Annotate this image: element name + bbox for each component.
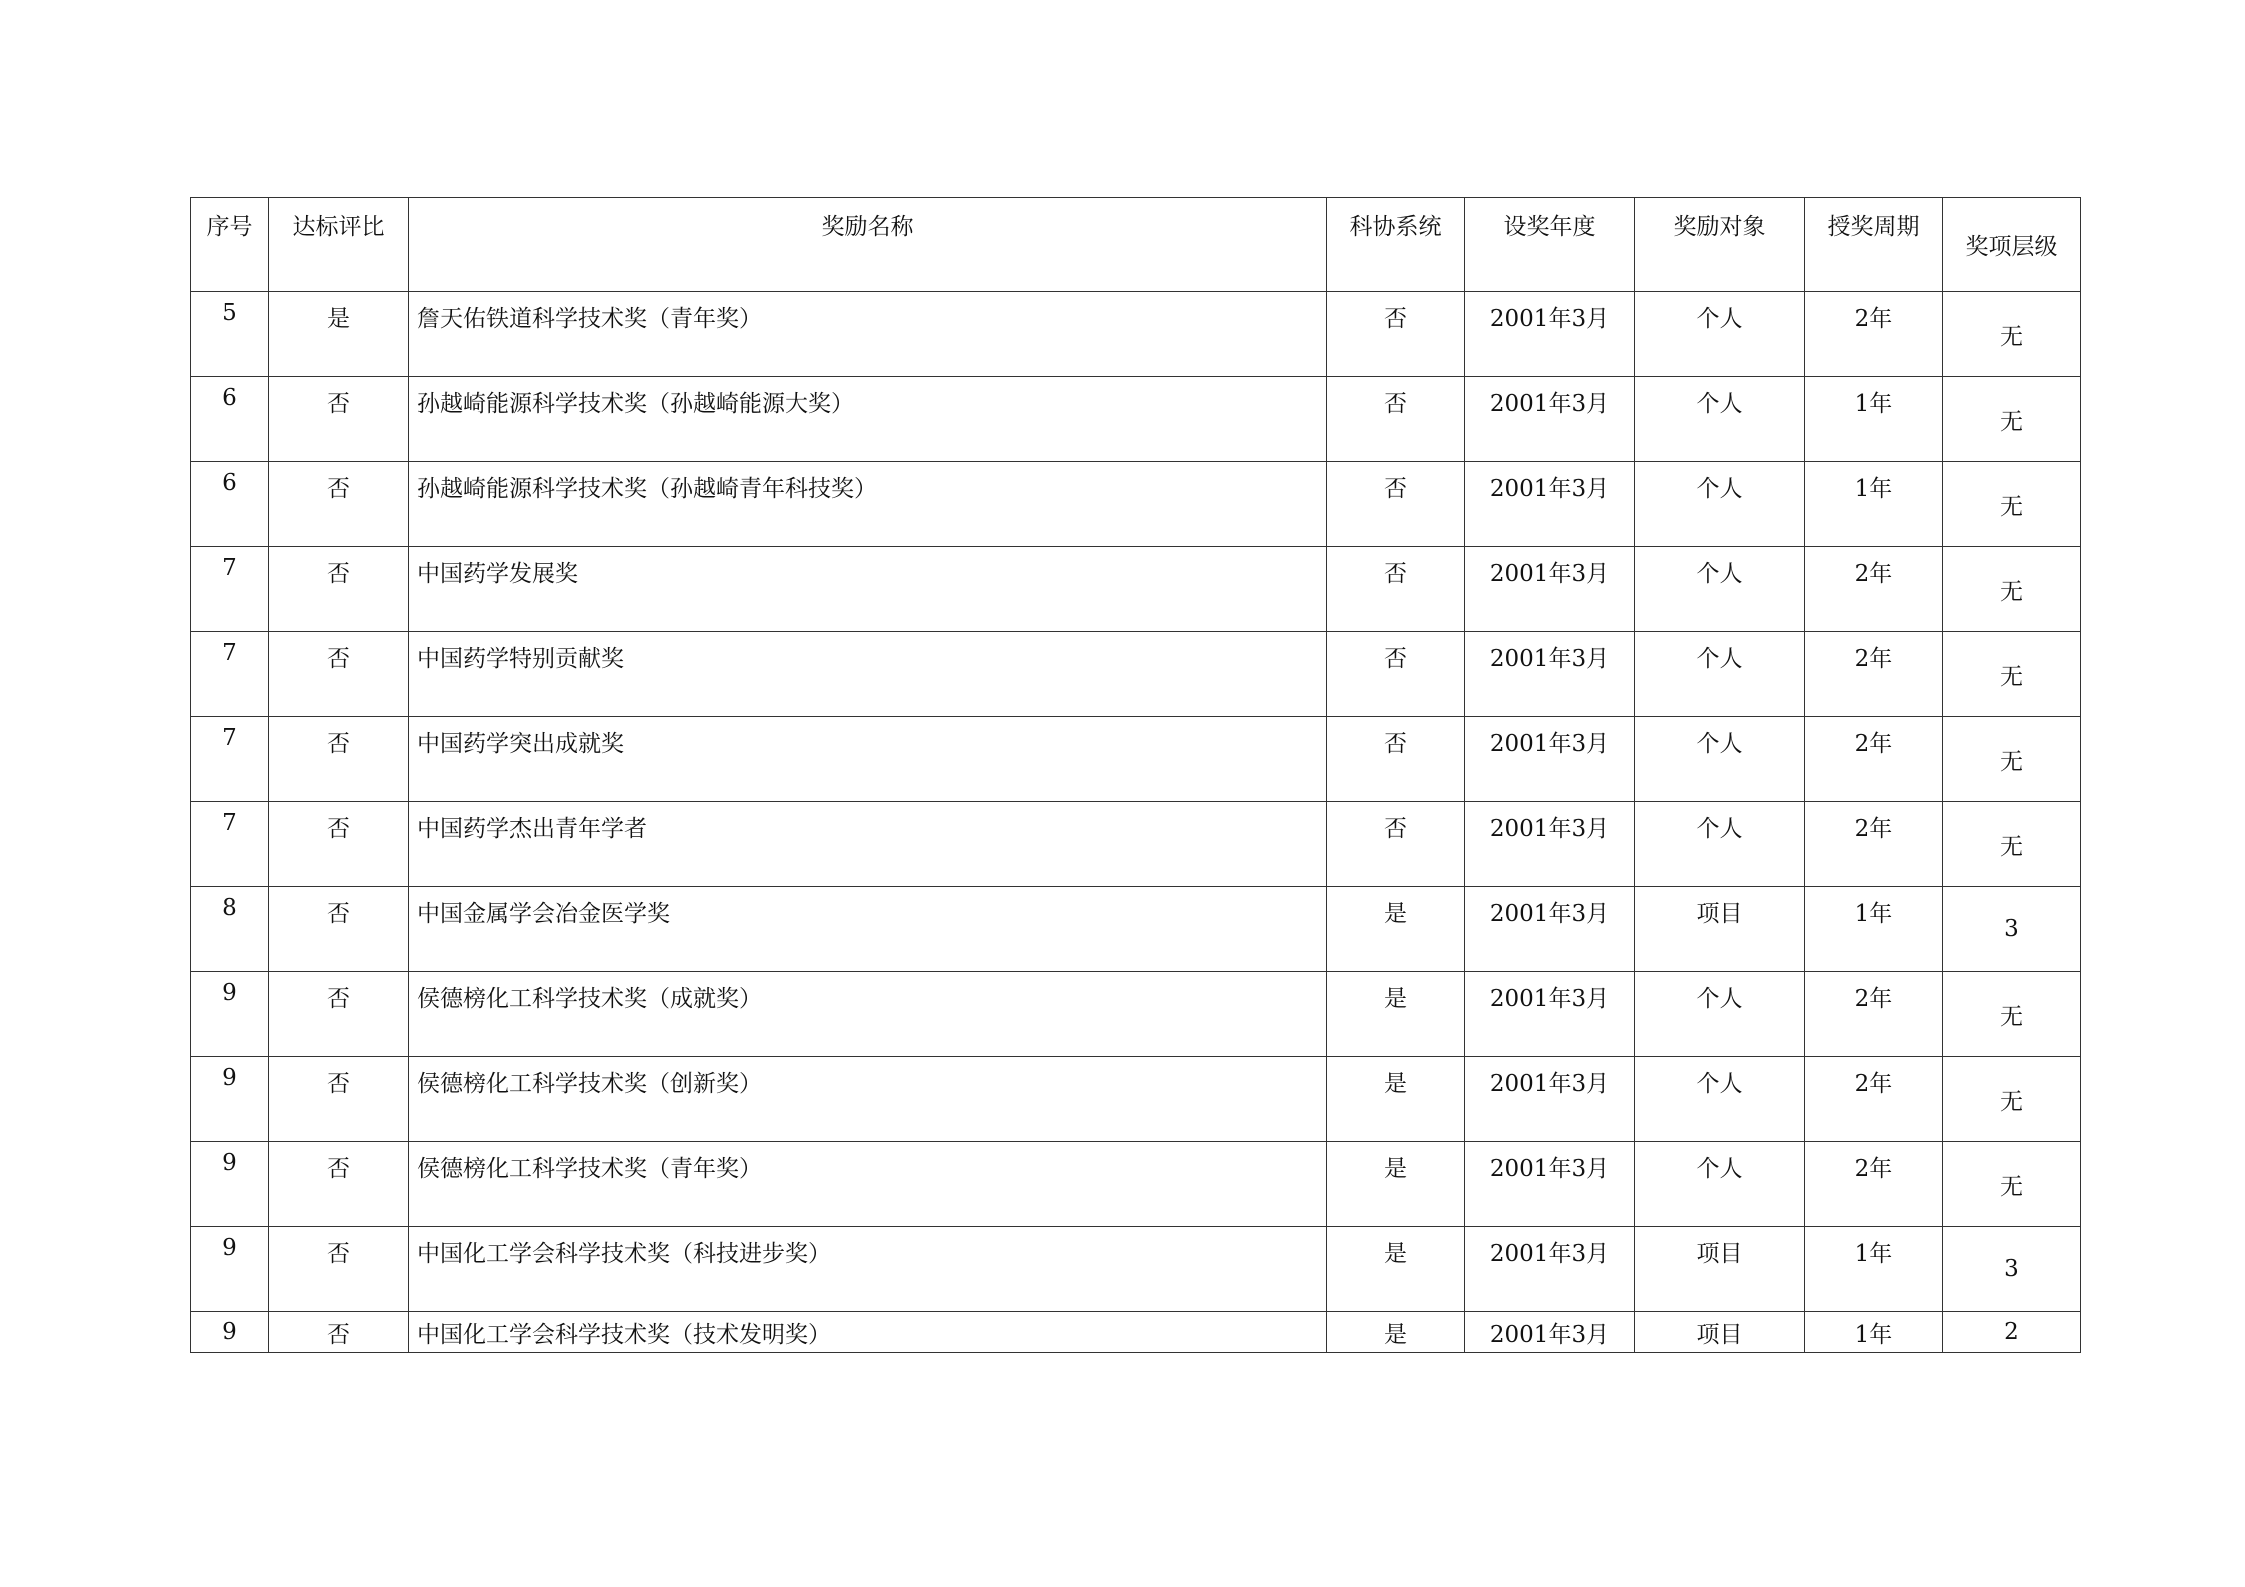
cell-sast-system: 否 xyxy=(1327,632,1465,717)
cell-index: 7 xyxy=(191,802,269,887)
cell-level: 无 xyxy=(1943,1142,2081,1227)
cell-meets-standard: 否 xyxy=(269,802,409,887)
cell-cycle: 2年 xyxy=(1805,1057,1943,1142)
cell-index: 6 xyxy=(191,462,269,547)
cell-index: 7 xyxy=(191,632,269,717)
cell-index: 9 xyxy=(191,1227,269,1312)
cell-level: 2 xyxy=(1943,1312,2081,1353)
cell-level: 无 xyxy=(1943,377,2081,462)
cell-year-established: 2001年3月 xyxy=(1465,1312,1635,1353)
header-level: 奖项层级 xyxy=(1943,198,2081,292)
cell-award-name: 侯德榜化工科学技术奖（青年奖） xyxy=(409,1142,1327,1227)
table-row xyxy=(191,972,2081,1057)
cell-award-name: 侯德榜化工科学技术奖（成就奖） xyxy=(409,972,1327,1057)
cell-recipient: 个人 xyxy=(1635,462,1805,547)
cell-meets-standard: 否 xyxy=(269,547,409,632)
header-row xyxy=(191,198,2081,292)
cell-sast-system: 否 xyxy=(1327,462,1465,547)
cell-award-name: 中国药学特别贡献奖 xyxy=(409,632,1327,717)
cell-level: 无 xyxy=(1943,632,2081,717)
cell-year-established: 2001年3月 xyxy=(1465,802,1635,887)
header-sast-system: 科协系统 xyxy=(1327,198,1465,292)
table-row xyxy=(191,462,2081,547)
cell-year-established: 2001年3月 xyxy=(1465,1227,1635,1312)
cell-index: 7 xyxy=(191,717,269,802)
table-row xyxy=(191,292,2081,377)
cell-recipient: 个人 xyxy=(1635,972,1805,1057)
cell-level: 无 xyxy=(1943,547,2081,632)
table-body xyxy=(191,292,2081,1353)
cell-cycle: 2年 xyxy=(1805,717,1943,802)
cell-recipient: 个人 xyxy=(1635,802,1805,887)
cell-cycle: 2年 xyxy=(1805,972,1943,1057)
cell-sast-system: 是 xyxy=(1327,1057,1465,1142)
header-award-name: 奖励名称 xyxy=(409,198,1327,292)
cell-year-established: 2001年3月 xyxy=(1465,632,1635,717)
cell-level: 无 xyxy=(1943,292,2081,377)
header-index: 序号 xyxy=(191,198,269,292)
cell-level: 3 xyxy=(1943,1227,2081,1312)
cell-index: 9 xyxy=(191,972,269,1057)
cell-award-name: 中国化工学会科学技术奖（科技进步奖） xyxy=(409,1227,1327,1312)
cell-award-name: 中国药学突出成就奖 xyxy=(409,717,1327,802)
cell-index: 6 xyxy=(191,377,269,462)
table-row xyxy=(191,887,2081,972)
cell-index: 9 xyxy=(191,1312,269,1353)
cell-meets-standard: 否 xyxy=(269,972,409,1057)
cell-cycle: 1年 xyxy=(1805,1312,1943,1353)
cell-recipient: 项目 xyxy=(1635,1227,1805,1312)
cell-meets-standard: 否 xyxy=(269,632,409,717)
cell-award-name: 中国化工学会科学技术奖（技术发明奖） xyxy=(409,1312,1327,1353)
table-row xyxy=(191,377,2081,462)
cell-cycle: 2年 xyxy=(1805,292,1943,377)
cell-award-name: 中国金属学会冶金医学奖 xyxy=(409,887,1327,972)
cell-year-established: 2001年3月 xyxy=(1465,377,1635,462)
cell-level: 无 xyxy=(1943,972,2081,1057)
cell-award-name: 中国药学发展奖 xyxy=(409,547,1327,632)
cell-recipient: 个人 xyxy=(1635,1142,1805,1227)
cell-year-established: 2001年3月 xyxy=(1465,292,1635,377)
cell-cycle: 2年 xyxy=(1805,1142,1943,1227)
cell-award-name: 孙越崎能源科学技术奖（孙越崎青年科技奖） xyxy=(409,462,1327,547)
cell-cycle: 1年 xyxy=(1805,887,1943,972)
table-row xyxy=(191,632,2081,717)
cell-cycle: 2年 xyxy=(1805,547,1943,632)
cell-sast-system: 否 xyxy=(1327,377,1465,462)
awards-table xyxy=(190,197,2081,1353)
cell-award-name: 中国药学杰出青年学者 xyxy=(409,802,1327,887)
cell-year-established: 2001年3月 xyxy=(1465,462,1635,547)
cell-award-name: 孙越崎能源科学技术奖（孙越崎能源大奖） xyxy=(409,377,1327,462)
table-row xyxy=(191,802,2081,887)
header-cycle: 授奖周期 xyxy=(1805,198,1943,292)
cell-recipient: 个人 xyxy=(1635,547,1805,632)
cell-cycle: 2年 xyxy=(1805,802,1943,887)
cell-sast-system: 否 xyxy=(1327,717,1465,802)
table-row xyxy=(191,717,2081,802)
cell-level: 无 xyxy=(1943,1057,2081,1142)
cell-cycle: 1年 xyxy=(1805,1227,1943,1312)
cell-sast-system: 是 xyxy=(1327,1312,1465,1353)
cell-recipient: 个人 xyxy=(1635,717,1805,802)
cell-recipient: 项目 xyxy=(1635,1312,1805,1353)
cell-level: 无 xyxy=(1943,462,2081,547)
header-meets-standard: 达标评比 xyxy=(269,198,409,292)
cell-year-established: 2001年3月 xyxy=(1465,1057,1635,1142)
cell-recipient: 项目 xyxy=(1635,887,1805,972)
cell-year-established: 2001年3月 xyxy=(1465,547,1635,632)
cell-sast-system: 否 xyxy=(1327,292,1465,377)
cell-sast-system: 是 xyxy=(1327,972,1465,1057)
table-row xyxy=(191,1142,2081,1227)
header-recipient: 奖励对象 xyxy=(1635,198,1805,292)
cell-cycle: 2年 xyxy=(1805,632,1943,717)
cell-year-established: 2001年3月 xyxy=(1465,887,1635,972)
cell-cycle: 1年 xyxy=(1805,377,1943,462)
cell-meets-standard: 否 xyxy=(269,1227,409,1312)
cell-sast-system: 否 xyxy=(1327,802,1465,887)
cell-meets-standard: 否 xyxy=(269,1057,409,1142)
header-year-established: 设奖年度 xyxy=(1465,198,1635,292)
table-row xyxy=(191,547,2081,632)
table-row xyxy=(191,1057,2081,1142)
cell-meets-standard: 是 xyxy=(269,292,409,377)
cell-award-name: 詹天佑铁道科学技术奖（青年奖） xyxy=(409,292,1327,377)
cell-index: 7 xyxy=(191,547,269,632)
cell-cycle: 1年 xyxy=(1805,462,1943,547)
cell-recipient: 个人 xyxy=(1635,632,1805,717)
cell-meets-standard: 否 xyxy=(269,1312,409,1353)
cell-year-established: 2001年3月 xyxy=(1465,1142,1635,1227)
cell-year-established: 2001年3月 xyxy=(1465,717,1635,802)
cell-sast-system: 是 xyxy=(1327,887,1465,972)
cell-sast-system: 是 xyxy=(1327,1227,1465,1312)
cell-meets-standard: 否 xyxy=(269,887,409,972)
cell-index: 8 xyxy=(191,887,269,972)
cell-meets-standard: 否 xyxy=(269,462,409,547)
cell-level: 无 xyxy=(1943,802,2081,887)
cell-level: 3 xyxy=(1943,887,2081,972)
cell-sast-system: 否 xyxy=(1327,547,1465,632)
cell-index: 9 xyxy=(191,1142,269,1227)
cell-index: 5 xyxy=(191,292,269,377)
cell-meets-standard: 否 xyxy=(269,717,409,802)
cell-sast-system: 是 xyxy=(1327,1142,1465,1227)
cell-level: 无 xyxy=(1943,717,2081,802)
table-row xyxy=(191,1312,2081,1353)
table-row xyxy=(191,1227,2081,1312)
cell-meets-standard: 否 xyxy=(269,377,409,462)
cell-year-established: 2001年3月 xyxy=(1465,972,1635,1057)
cell-meets-standard: 否 xyxy=(269,1142,409,1227)
cell-recipient: 个人 xyxy=(1635,292,1805,377)
cell-recipient: 个人 xyxy=(1635,377,1805,462)
cell-recipient: 个人 xyxy=(1635,1057,1805,1142)
cell-award-name: 侯德榜化工科学技术奖（创新奖） xyxy=(409,1057,1327,1142)
cell-index: 9 xyxy=(191,1057,269,1142)
